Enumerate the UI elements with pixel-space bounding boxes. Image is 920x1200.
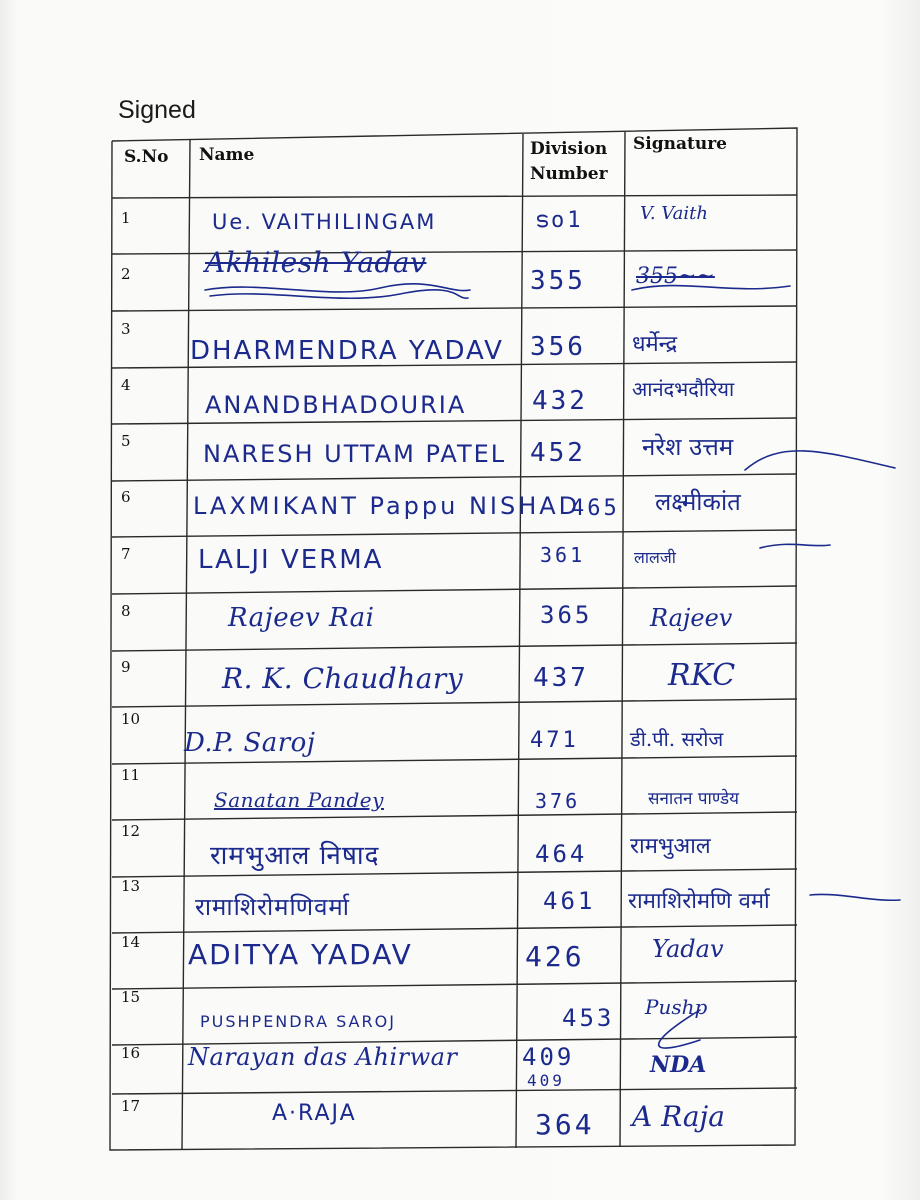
row-signature: रामभुआल bbox=[630, 834, 711, 859]
row-signature: A Raja bbox=[632, 1100, 725, 1133]
row-signature: लालजी bbox=[634, 548, 676, 567]
row-division: 365 bbox=[540, 601, 593, 629]
row-signature: आनंदभदौरिया bbox=[632, 377, 735, 401]
row-name: रामभुआल निषाद bbox=[210, 841, 380, 871]
column-header-name: Name bbox=[199, 145, 255, 165]
row-division: 426 bbox=[525, 940, 585, 973]
row-signature: लक्ष्मीकांत bbox=[655, 488, 741, 516]
row-sno: 14 bbox=[121, 933, 141, 951]
row-name: PUSHPENDRA SAROJ bbox=[200, 1012, 396, 1031]
row-sno: 6 bbox=[121, 488, 131, 506]
row-signature: नरेश उत्तम bbox=[642, 433, 734, 461]
row-signature: Rajeev bbox=[650, 604, 733, 632]
column-header-sno: S.No bbox=[124, 147, 169, 167]
row-signature: धर्मेन्द्र bbox=[632, 332, 678, 357]
row-name: Rajeev Rai bbox=[228, 603, 375, 633]
row-sno: 12 bbox=[121, 822, 141, 840]
row-division: 361 bbox=[540, 543, 586, 567]
column-header-signature: Signature bbox=[633, 134, 727, 154]
row-name: ADITYA YADAV bbox=[188, 938, 413, 971]
row-signature: Pushp bbox=[645, 995, 708, 1019]
row-signature: Yadav bbox=[652, 935, 724, 963]
row-division-note: 409 bbox=[527, 1071, 565, 1090]
row-division: 432 bbox=[532, 386, 588, 416]
row-name: D.P. Saroj bbox=[184, 728, 316, 758]
row-sno: 2 bbox=[121, 265, 131, 283]
row-signature: डी.पी. सरोज bbox=[630, 727, 724, 751]
row-sno: 4 bbox=[121, 376, 131, 394]
row-sno: 8 bbox=[121, 602, 131, 620]
row-division: 465 bbox=[571, 496, 620, 521]
row-division: 461 bbox=[543, 887, 596, 915]
row-signature: NDA bbox=[650, 1052, 707, 1078]
row-sno: 9 bbox=[121, 658, 131, 676]
row-sno: 11 bbox=[121, 766, 141, 784]
row-sno: 13 bbox=[121, 877, 141, 895]
row-name: LALJI VERMA bbox=[198, 545, 384, 575]
row-name: NARESH UTTAM PATEL bbox=[203, 440, 507, 468]
row-sno: 16 bbox=[121, 1044, 141, 1062]
row-signature: 355~~ bbox=[636, 264, 715, 289]
row-division: ടo1 bbox=[535, 208, 584, 233]
row-division: 471 bbox=[530, 728, 579, 753]
row-division: 355 bbox=[530, 266, 586, 296]
row-name: Narayan das Ahirwar bbox=[188, 1043, 458, 1071]
row-division: 409 bbox=[522, 1043, 575, 1071]
page-title: Signed bbox=[118, 96, 196, 124]
column-header-division-line1: Division bbox=[530, 139, 608, 159]
row-division: 376 bbox=[535, 789, 581, 813]
row-name: रामाशिरोमणिवर्मा bbox=[195, 893, 350, 921]
row-division: 356 bbox=[530, 332, 586, 362]
row-name: LAXMIKANT Pappu NISHAD bbox=[193, 492, 581, 520]
row-sno: 5 bbox=[121, 432, 131, 450]
row-name: ANANDBHADOURIA bbox=[205, 391, 467, 419]
row-name: Akhilesh Yadav bbox=[205, 246, 427, 279]
row-division: 464 bbox=[535, 840, 588, 868]
row-signature: रामाशिरोमणि वर्मा bbox=[628, 889, 770, 914]
row-sno: 3 bbox=[121, 320, 131, 338]
row-name: Ue. VAITHILINGAM bbox=[212, 210, 437, 234]
row-sno: 10 bbox=[121, 710, 141, 728]
row-sno: 15 bbox=[121, 988, 141, 1006]
column-header-division-line2: Number bbox=[530, 164, 608, 184]
row-signature: सनातन पाण्डेय bbox=[648, 789, 739, 809]
row-division: 437 bbox=[533, 663, 589, 693]
column-header-division bbox=[530, 137, 608, 187]
row-division: 364 bbox=[535, 1108, 595, 1141]
row-name: R. K. Chaudhary bbox=[222, 662, 464, 695]
row-signature: V. Vaith bbox=[640, 203, 708, 224]
row-division: 452 bbox=[530, 438, 586, 468]
row-name: Sanatan Pandey bbox=[214, 788, 384, 812]
row-signature: RKC bbox=[668, 658, 736, 693]
row-sno: 17 bbox=[121, 1097, 141, 1115]
row-sno: 1 bbox=[121, 209, 131, 227]
row-name: DHARMENDRA YADAV bbox=[190, 336, 504, 366]
row-name: A·RAJA bbox=[272, 1101, 357, 1126]
row-division: 453 bbox=[562, 1004, 615, 1032]
row-sno: 7 bbox=[121, 545, 131, 563]
